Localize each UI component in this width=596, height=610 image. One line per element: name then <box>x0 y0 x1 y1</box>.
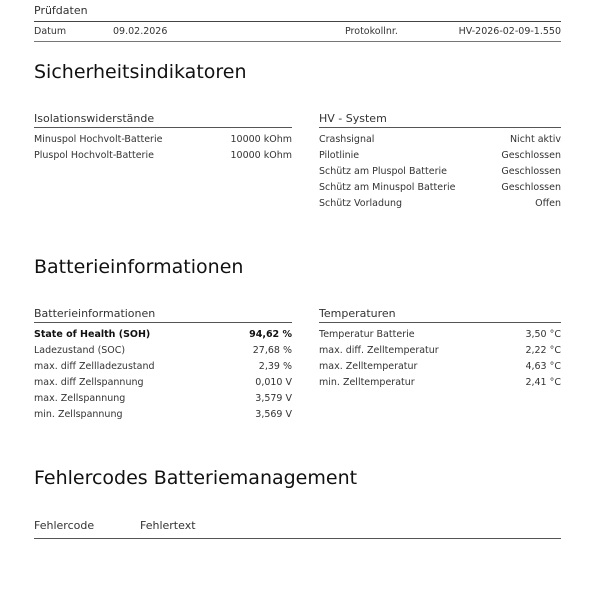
table-row <box>34 407 292 423</box>
table-row <box>319 196 561 212</box>
row-value: 2,22 °C <box>525 345 561 356</box>
row-label: max. diff Zellladezustand <box>34 361 155 372</box>
table-row <box>34 391 292 407</box>
row-label: Ladezustand (SOC) <box>34 345 126 356</box>
row-value: 10000 kOhm <box>230 150 292 161</box>
section-heading-sicherheit: Sicherheitsindikatoren <box>34 61 247 83</box>
battery-info-divider <box>34 322 292 323</box>
protokollnr-value: HV-2026-02-09-1.550 <box>458 26 561 37</box>
temperature-box <box>319 306 561 391</box>
table-row <box>34 327 292 343</box>
row-value: 27,68 % <box>252 345 292 356</box>
table-row <box>319 375 561 391</box>
protokollnr-label: Protokollnr. <box>345 26 398 37</box>
battery-info-title: Batterieinformationen <box>34 307 156 320</box>
row-value: 3,569 V <box>255 409 292 420</box>
table-row <box>34 148 292 164</box>
row-value: 2,39 % <box>258 361 292 372</box>
row-value: 0,010 V <box>255 377 292 388</box>
hv-system-divider <box>319 127 561 128</box>
row-label: Pluspol Hochvolt-Batterie <box>34 150 154 161</box>
row-label: Temperatur Batterie <box>319 329 415 340</box>
row-label: Minuspol Hochvolt-Batterie <box>34 134 163 145</box>
table-row <box>34 132 292 148</box>
row-value: Geschlossen <box>501 182 561 193</box>
table-row <box>319 327 561 343</box>
row-label: Crashsignal <box>319 134 375 145</box>
table-row <box>34 343 292 359</box>
row-label: max. diff. Zelltemperatur <box>319 345 439 356</box>
datum-value: 09.02.2026 <box>113 26 168 37</box>
table-row <box>319 132 561 148</box>
fehlercodes-table-header <box>34 519 561 535</box>
row-label: max. Zelltemperatur <box>319 361 418 372</box>
column-header-fehlercode: Fehlercode <box>34 519 95 532</box>
temperature-title: Temperaturen <box>319 307 396 320</box>
row-value: Offen <box>535 198 561 209</box>
isolation-title: Isolationswiderstände <box>34 112 155 125</box>
table-row <box>34 359 292 375</box>
battery-info-box <box>34 306 292 423</box>
table-row <box>319 343 561 359</box>
hv-system-title: HV - System <box>319 112 387 125</box>
row-label: max. diff Zellspannung <box>34 377 144 388</box>
row-value: Geschlossen <box>501 166 561 177</box>
row-value: Nicht aktiv <box>509 134 561 145</box>
row-value: 4,63 °C <box>525 361 561 372</box>
row-label: min. Zellspannung <box>34 409 123 420</box>
pruefdaten-title: Prüfdaten <box>34 4 88 17</box>
row-label: max. Zellspannung <box>34 393 126 404</box>
section-heading-batterie: Batterieinformationen <box>34 256 244 278</box>
table-row <box>319 359 561 375</box>
row-label: min. Zelltemperatur <box>319 377 415 388</box>
fehlercodes-divider <box>34 538 561 539</box>
datum-label: Datum <box>34 26 67 37</box>
row-label: Schütz am Minuspol Batterie <box>319 182 456 193</box>
row-label: Schütz Vorladung <box>319 198 403 209</box>
pruefdaten-row <box>34 26 561 40</box>
section-heading-fehlercodes: Fehlercodes Batteriemanagement <box>34 467 358 489</box>
table-row <box>319 180 561 196</box>
row-label: Pilotlinie <box>319 150 360 161</box>
row-label: Schütz am Pluspol Batterie <box>319 166 447 177</box>
isolation-divider <box>34 127 292 128</box>
table-row <box>319 164 561 180</box>
row-value: 94,62 % <box>249 329 292 340</box>
temperature-divider <box>319 322 561 323</box>
row-value: 2,41 °C <box>525 377 561 388</box>
column-header-fehlertext: Fehlertext <box>140 519 196 532</box>
pruefdaten-divider-top <box>34 21 561 22</box>
table-row <box>34 375 292 391</box>
row-value: 3,579 V <box>255 393 292 404</box>
row-label: State of Health (SOH) <box>34 329 151 340</box>
row-value: Geschlossen <box>501 150 561 161</box>
pruefdaten-divider-bottom <box>34 41 561 42</box>
isolation-box <box>34 111 292 164</box>
hv-system-box <box>319 111 561 212</box>
row-value: 10000 kOhm <box>230 134 292 145</box>
table-row <box>319 148 561 164</box>
row-value: 3,50 °C <box>525 329 561 340</box>
